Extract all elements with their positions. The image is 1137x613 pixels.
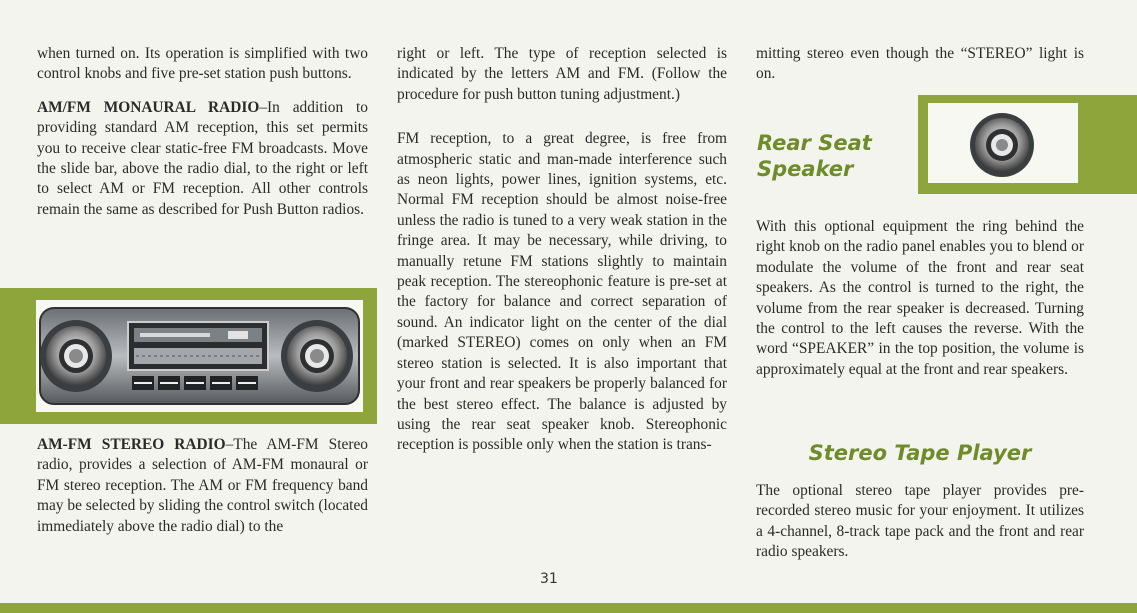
right-knob-icon xyxy=(281,320,353,392)
column-1 xyxy=(37,44,368,220)
monaural-heading: AM/FM MONAURAL RADIO xyxy=(37,98,260,116)
stereo-paragraph xyxy=(37,435,368,537)
monaural-text: –In addition to providing standard AM reception, this set permits you to receive clear static-free FM broadcasts. Move the slide bar, above the radio dial, to the right or left to select AM or FM reception. All other controls remain the same as described for Push Button radios. xyxy=(37,98,368,218)
rear-heading-line-2: Speaker xyxy=(757,157,854,181)
col3-paragraph-1: mitting stereo even though the “STEREO” light is on. xyxy=(756,45,1084,83)
col2-paragraph-1: right or left. The type of reception selected is indicated by the letters AM and FM. (Follow the procedure for push button tuning adjustment.) xyxy=(397,45,727,103)
speaker-illustration-frame xyxy=(928,103,1078,183)
column-1-lower xyxy=(37,435,368,537)
monaural-paragraph xyxy=(37,98,368,220)
speaker-knob-illustration xyxy=(928,103,1078,183)
rear-heading-line-1: Rear Seat xyxy=(757,131,872,155)
stereo-text: –The AM-FM Stereo radio, provides a selection of AM-FM monaural or FM stereo reception. The AM or FM frequency band may be selected by sliding the control switch (located immediately above the radio dial) to the xyxy=(37,436,368,535)
stereo-heading: AM-FM STEREO RADIO xyxy=(37,436,226,453)
column-3 xyxy=(756,44,1084,85)
tape-player-paragraph: The optional stereo tape player provides pre-recorded stereo music for your enjoyment. It utilizes a 4-channel, 8-track tape pack and the front and rear radio speakers. xyxy=(756,482,1084,561)
page-number: 31 xyxy=(540,571,558,587)
rear-speaker-text xyxy=(756,217,1084,380)
stereo-tape-player-heading: Stereo Tape Player xyxy=(808,441,1032,465)
left-knob-icon xyxy=(40,320,112,392)
radio-illustration-frame xyxy=(36,300,363,412)
car-radio-illustration xyxy=(36,300,363,412)
tape-player-text xyxy=(756,481,1084,563)
col2-paragraph-2: FM reception, to a great degree, is free from atmospheric static and man-made interference such as neon lights, power lines, ignition systems, etc. Normal FM reception should be almost noise-free unless the radio is tuned to a very weak station in the fringe area. It may be necessary, while driving, to manually retune FM stations slightly to maintain peak reception. The stereophonic feature is pre-set at the factory for balance and correct separation of sound. An indicator light on the center of the dial (marked STEREO) comes on only when an FM stereo station is selected. It is also important that your front and rear speakers be properly balanced for the best stereo effect. The balance is adjusted by using the rear seat speaker knob. Stereophonic reception is possible only when the station is trans- xyxy=(397,130,727,454)
col1-intro: when turned on. Its operation is simplified with two control knobs and five pre-set station push buttons. xyxy=(37,45,368,83)
column-2 xyxy=(397,44,727,456)
push-buttons-icon xyxy=(132,376,258,390)
bottom-border-strip xyxy=(0,603,1137,613)
rear-speaker-paragraph: With this optional equipment the ring behind the right knob on the radio panel enables you to blend or modulate the volume of the front and rear seat speakers. As the control is turned to the right, the volume from the rear speaker is decreased. Turning the control to the left causes the reverse. With the word “SPEAKER” in the top position, the volume is approximately equal at the front and rear speakers. xyxy=(756,218,1084,378)
rear-seat-speaker-heading xyxy=(757,130,872,182)
